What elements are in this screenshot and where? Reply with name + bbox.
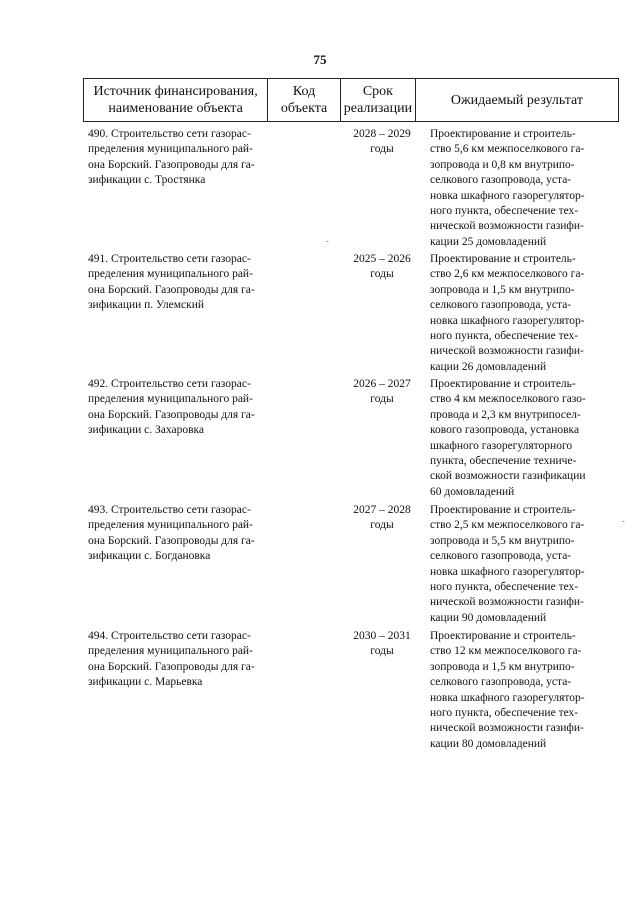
text-line: ство 2,5 км межпоселкового га- [430, 519, 585, 532]
text-line: зификации п. Улемский [88, 299, 205, 312]
text-line: Проектирование и строитель- [430, 630, 576, 642]
text-line: 490. Строительство сети газорас- [88, 128, 251, 140]
text-line: 493. Строительство сети газорас- [88, 504, 251, 516]
header-expected-result [416, 79, 618, 121]
text-line: селкового газопровода, уста- [430, 299, 572, 312]
text-line: 2026 – 2027 [353, 378, 411, 390]
expected-result-cell [430, 503, 598, 626]
text-line: ской возможности газификации [430, 470, 586, 483]
text-line: пределения муниципального рай- [88, 268, 253, 281]
text-line: пределения муниципального рай- [88, 645, 253, 658]
text-line: наименование объекта [108, 101, 243, 116]
text-line: Проектирование и строитель- [430, 128, 576, 140]
header-object-code [268, 79, 341, 121]
text-line: ного пункта, обеспечение тех- [430, 707, 579, 720]
text-line: 492. Строительство сети газорас- [88, 378, 251, 390]
text-line: годы [370, 268, 394, 281]
text-line: селкового газопровода, уста- [430, 174, 572, 187]
text-line: реализации [343, 101, 413, 116]
period-cell [340, 127, 424, 158]
object-name-cell [88, 252, 278, 314]
text-line: ного пункта, обеспечение тех- [430, 205, 579, 218]
expected-result-cell [430, 629, 598, 752]
text-line: она Борский. Газопроводы для га- [88, 283, 255, 296]
text-line: годы [370, 519, 394, 532]
text-line: пункта, обеспечение техниче- [430, 455, 577, 468]
text-line: ство 2,6 км межпоселкового га- [430, 268, 585, 281]
text-line: зопровода и 5,5 км внутрипо- [430, 534, 575, 547]
object-name-cell [88, 127, 278, 189]
period-cell [340, 252, 424, 283]
text-line: провода и 2,3 км внутрипосел- [430, 408, 581, 421]
expected-result-cell [430, 127, 598, 250]
text-line: новка шкафного газорегулятор- [430, 565, 585, 578]
text-line: кового газопровода, установка [430, 424, 580, 437]
text-line: Срок [362, 84, 393, 99]
text-line: годы [370, 645, 394, 658]
text-line: новка шкафного газорегулятор- [430, 314, 585, 327]
text-line: нической возможности газифи- [430, 220, 584, 233]
text-line: ство 12 км межпоселкового га- [430, 645, 582, 658]
text-line: зификации с. Тростянка [88, 174, 206, 187]
text-line: 2025 – 2026 [353, 253, 411, 265]
text-line: она Борский. Газопроводы для га- [88, 408, 255, 421]
text-line: нической возможности газифи- [430, 722, 584, 735]
header-period [341, 79, 416, 121]
text-line: кации 80 домовладений [430, 737, 547, 750]
scan-speck: ˏ [622, 512, 626, 523]
text-line: Источник финансирования, [93, 84, 258, 99]
text-line: годы [370, 143, 394, 156]
page-number: 75 [313, 52, 327, 67]
text-line: Проектирование и строитель- [430, 378, 576, 390]
text-line: объекта [280, 101, 328, 116]
text-line: новка шкафного газорегулятор- [430, 189, 585, 202]
text-line: пределения муниципального рай- [88, 393, 253, 406]
text-line: пределения муниципального рай- [88, 143, 253, 156]
text-line: зопровода и 0,8 км внутрипо- [430, 158, 575, 171]
text-line: новка шкафного газорегулятор- [430, 691, 585, 704]
object-name-cell [88, 503, 278, 565]
text-line: она Борский. Газопроводы для га- [88, 158, 255, 171]
expected-result-cell [430, 252, 598, 375]
text-line: нической возможности газифи- [430, 596, 584, 609]
text-line: шкафного газорегуляторного [430, 439, 573, 452]
text-line: ного пункта, обеспечение тех- [430, 330, 579, 343]
text-line: кации 90 домовладений [430, 611, 547, 624]
text-line: ство 4 км межпоселкового газо- [430, 393, 586, 406]
text-line: кации 25 домовладений [430, 235, 547, 248]
text-line: Ожидаемый результат [450, 92, 584, 108]
text-line: пределения муниципального рай- [88, 519, 253, 532]
text-line: она Борский. Газопроводы для га- [88, 660, 255, 673]
text-line: годы [370, 393, 394, 406]
object-name-cell [88, 377, 278, 439]
text-line: кации 26 домовладений [430, 360, 547, 373]
text-line: 2027 – 2028 [353, 504, 411, 516]
text-line: 494. Строительство сети газорас- [88, 630, 251, 642]
text-line: ство 5,6 км межпоселкового га- [430, 143, 585, 156]
text-line: 491. Строительство сети газорас- [88, 253, 251, 265]
text-line: 60 домовладений [430, 485, 515, 498]
text-line: Код [292, 84, 316, 99]
object-name-cell [88, 629, 278, 691]
text-line: ного пункта, обеспечение тех- [430, 581, 579, 594]
table-header [83, 78, 619, 122]
text-line: селкового газопровода, уста- [430, 550, 572, 563]
text-line: нической возможности газифи- [430, 345, 584, 358]
text-line: она Борский. Газопроводы для га- [88, 534, 255, 547]
text-line: селкового газопровода, уста- [430, 676, 572, 689]
text-line: Проектирование и строитель- [430, 253, 576, 265]
text-line: зификации с. Марьевка [88, 676, 203, 689]
period-cell [340, 377, 424, 408]
header-bottom-rule [83, 121, 619, 122]
period-cell [340, 629, 424, 660]
text-line: зопровода и 1,5 км внутрипо- [430, 283, 575, 296]
text-line: зификации с. Захаровка [88, 424, 205, 437]
text-line: Проектирование и строитель- [430, 504, 576, 516]
text-line: 2030 – 2031 [353, 630, 411, 642]
text-line: 2028 – 2029 [353, 128, 411, 140]
scan-speck: ˎ [326, 232, 330, 243]
period-cell [340, 503, 424, 534]
text-line: зопровода и 1,5 км внутрипо- [430, 660, 575, 673]
expected-result-cell [430, 377, 598, 500]
text-line: зификации с. Богдановка [88, 550, 211, 563]
header-source-name [84, 79, 268, 121]
